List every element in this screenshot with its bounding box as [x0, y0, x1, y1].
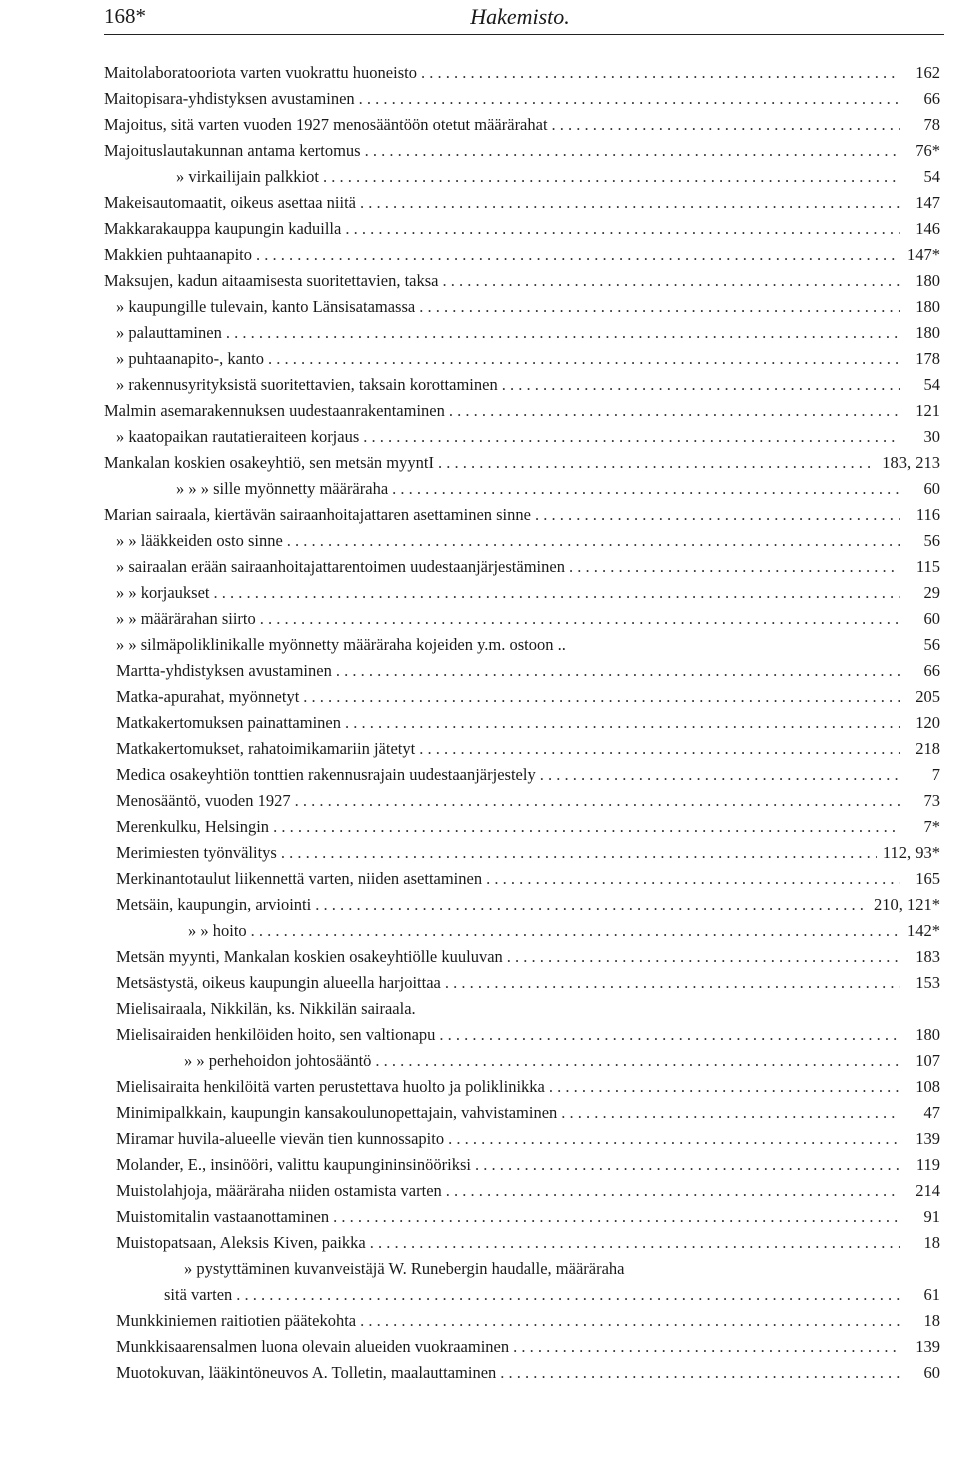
entry-text: » pystyttäminen kuvanveistäjä W. Runebergin haudalle, määräraha [184, 1259, 625, 1278]
entry-text: Metsän myynti, Mankalan koskien osakeyhtiölle kuuluvan [116, 947, 503, 966]
leader-dots [365, 138, 900, 164]
entry-page: 76* [915, 141, 940, 160]
index-subentry [104, 424, 940, 450]
leader-dots [540, 762, 900, 788]
entry-text: Merenkulku, Helsingin [116, 817, 270, 836]
entry-text: Matka-apurahat, myönnetyt [116, 687, 300, 706]
leader-dots [552, 112, 900, 138]
entry-page: 107 [915, 1051, 940, 1070]
entry-page: 60 [923, 609, 940, 628]
entry-page: 61 [923, 1285, 940, 1304]
entry-page: 119 [915, 1155, 940, 1174]
entry-page: 205 [915, 687, 940, 706]
leader-dots [438, 450, 876, 476]
entry-text: Muistolahjoja, määräraha niiden ostamista varten [116, 1181, 442, 1200]
leader-dots [439, 1022, 900, 1048]
leader-dots [315, 892, 868, 918]
entry-page: 30 [923, 427, 940, 446]
entry-page: 210, 121* [874, 895, 940, 914]
leader-dots [535, 502, 900, 528]
entry-page: 180 [915, 271, 940, 290]
entry-text: » sairaalan erään sairaanhoitajattarentoimen uudestaanjärjestäminen [116, 557, 565, 576]
entry-page: 214 [915, 1181, 940, 1200]
index-entry [104, 398, 940, 424]
entry-text: Merkinantotaulut liikennettä varten, niiden asettaminen [116, 869, 483, 888]
page-header [104, 0, 936, 34]
leader-dots [268, 346, 900, 372]
entry-page: 73 [923, 791, 940, 810]
index-entry [104, 996, 940, 1022]
entry-page: 54 [923, 375, 940, 394]
entry-page: 18 [923, 1233, 940, 1252]
entry-page: 183, 213 [882, 453, 940, 472]
entry-text: » » » sille myönnetty määräraha [176, 479, 389, 498]
entry-page: 162 [915, 63, 940, 82]
entry-text: » » lääkkeiden osto sinne [116, 531, 283, 550]
index-subentry [104, 528, 940, 554]
header-rule [104, 34, 944, 35]
entry-text: Maitolaboratooriota varten vuokrattu huoneisto [104, 63, 417, 82]
leader-dots [236, 1282, 900, 1308]
index-entry [104, 216, 940, 242]
index-entry [104, 658, 940, 684]
entry-text: Makkien puhtaanapito [104, 245, 253, 264]
entry-text: Maksujen, kadun aitaamisesta suoritettavien, taksa [104, 271, 439, 290]
entry-text: Metsästystä, oikeus kaupungin alueella harjoittaa [116, 973, 441, 992]
entry-text: Merimiesten työnvälitys [116, 843, 277, 862]
leader-dots [260, 606, 900, 632]
index-subentry [104, 1048, 940, 1074]
index-entry [104, 1178, 940, 1204]
entry-text: » » perhehoidon johtosääntö [184, 1051, 372, 1070]
index-entry [104, 60, 940, 86]
leader-dots [359, 86, 900, 112]
leader-dots [273, 814, 900, 840]
leader-dots [345, 216, 900, 242]
leader-dots [569, 554, 900, 580]
index-entry [104, 1204, 940, 1230]
index-subentry [104, 372, 940, 398]
entry-page: 180 [915, 323, 940, 342]
leader-dots [445, 970, 900, 996]
index-subentry [104, 918, 940, 944]
entry-text: » rakennusyrityksistä suoritettavien, taksain korottaminen [116, 375, 498, 394]
entry-page: 142* [907, 921, 940, 940]
entry-page: 29 [923, 583, 940, 602]
entry-text: Munkkisaarensalmen luona olevain alueiden vuokraaminen [116, 1337, 510, 1356]
leader-dots [419, 736, 900, 762]
index-entry [104, 736, 940, 762]
entry-text: Molander, E., insinööri, valittu kaupungininsinööriksi [116, 1155, 471, 1174]
entry-page: 18 [923, 1311, 940, 1330]
entry-page: 139 [915, 1337, 940, 1356]
index-entry [104, 1152, 940, 1178]
entry-text: Majoituslautakunnan antama kertomus [104, 141, 361, 160]
index-entry [104, 840, 940, 866]
entry-text: Miramar huvila-alueelle vievän tien kunnossapito [116, 1129, 445, 1148]
entry-text: Mielisairaiden henkilöiden hoito, sen valtionapu [116, 1025, 436, 1044]
entry-page: 56 [923, 635, 940, 654]
entry-text: sitä varten [164, 1285, 233, 1304]
entry-page: 165 [915, 869, 940, 888]
index-subentry [104, 320, 940, 346]
leader-dots [281, 840, 877, 866]
index-entry [104, 1334, 940, 1360]
leader-dots [287, 528, 900, 554]
index-entry [104, 1074, 940, 1100]
entry-page: 56 [923, 531, 940, 550]
entry-text: Muotokuvan, lääkintöneuvos A. Tolletin, maalauttaminen [116, 1363, 497, 1382]
index-entry [104, 892, 940, 918]
entry-page: 112, 93* [882, 843, 940, 862]
entry-text: Makkarakauppa kaupungin kaduilla [104, 219, 342, 238]
index-entry [104, 710, 940, 736]
entry-page: 108 [915, 1077, 940, 1096]
leader-dots [303, 684, 900, 710]
leader-dots [500, 1360, 900, 1386]
leader-dots [360, 1308, 900, 1334]
entry-page: 180 [915, 297, 940, 316]
leader-dots [443, 268, 901, 294]
index-entry [104, 138, 940, 164]
entry-page: 7* [923, 817, 940, 836]
index-entry [104, 1360, 940, 1386]
index-entry [104, 970, 940, 996]
entry-text: Malmin asemarakennuksen uudestaanrakentaminen [104, 401, 445, 420]
entry-page: 120 [915, 713, 940, 732]
index-entry [104, 86, 940, 112]
index-entry [104, 1126, 940, 1152]
leader-dots [256, 242, 900, 268]
entry-text: Makeisautomaatit, oikeus asettaa niitä [104, 193, 357, 212]
index-subentry [104, 164, 940, 190]
entry-text: Mielisairaala, Nikkilän, ks. Nikkilän sairaala. [116, 999, 416, 1018]
leader-dots [370, 1230, 900, 1256]
index-subentry [104, 580, 940, 606]
index-entry [104, 866, 940, 892]
index-subentry-continuation [104, 1282, 940, 1308]
entry-page: 78 [923, 115, 940, 134]
leader-dots [251, 918, 900, 944]
leader-dots [446, 1178, 900, 1204]
entry-text: Marian sairaala, kiertävän sairaanhoitajattaren asettaminen sinne [104, 505, 531, 524]
entry-text: Mankalan koskien osakeyhtiö, sen metsän myyntI [104, 453, 434, 472]
index-entry [104, 242, 940, 268]
leader-dots [333, 1204, 900, 1230]
index-entry [104, 112, 940, 138]
leader-dots [360, 190, 900, 216]
entry-page: 139 [915, 1129, 940, 1148]
entry-text: Minimipalkkain, kaupungin kansakoulunopettajain, vahvistaminen [116, 1103, 558, 1122]
entry-text: » » hoito [188, 921, 247, 940]
entry-text: Mielisairaita henkilöitä varten perustettava huolto ja poliklinikka [116, 1077, 545, 1096]
entry-text: Medica osakeyhtiön tonttien rakennusrajain uudestaanjärjestely [116, 765, 536, 784]
entry-text: Majoitus, sitä varten vuoden 1927 menosääntöön otetut määrärahat [104, 115, 548, 134]
entry-page: 121 [915, 401, 940, 420]
entry-page: 147 [915, 193, 940, 212]
entry-page: 7 [931, 765, 940, 784]
leader-dots [475, 1152, 900, 1178]
entry-text: Maitopisara-yhdistyksen avustaminen [104, 89, 355, 108]
index-entry [104, 190, 940, 216]
entry-text: Metsäin, kaupungin, arviointi [116, 895, 312, 914]
index-entry [104, 762, 940, 788]
leader-dots [486, 866, 900, 892]
entry-page: 54 [923, 167, 940, 186]
index-entries [104, 60, 940, 1386]
leader-dots [295, 788, 900, 814]
leader-dots [502, 372, 900, 398]
leader-dots [363, 424, 900, 450]
entry-text: » puhtaanapito-, kanto [116, 349, 265, 368]
index-entry [104, 450, 940, 476]
entry-text: » virkailijain palkkiot [176, 167, 319, 186]
entry-text: Matkakertomuksen painattaminen [116, 713, 341, 732]
entry-page: 115 [915, 557, 940, 576]
index-subentry [104, 606, 940, 632]
entry-page: 60 [923, 479, 940, 498]
index-subentry [104, 346, 940, 372]
leader-dots [513, 1334, 900, 1360]
entry-text: » » korjaukset [116, 583, 210, 602]
index-subentry [104, 476, 940, 502]
leader-dots [392, 476, 900, 502]
index-entry [104, 1022, 940, 1048]
entry-text: Menosääntö, vuoden 1927 [116, 791, 291, 810]
index-subentry [104, 554, 940, 580]
page-number: 168* [104, 4, 146, 28]
leader-dots [375, 1048, 900, 1074]
leader-dots [421, 60, 900, 86]
entry-page: 153 [915, 973, 940, 992]
entry-page: 91 [923, 1207, 940, 1226]
index-entry [104, 814, 940, 840]
entry-text: Muistopatsaan, Aleksis Kiven, paikka [116, 1233, 366, 1252]
entry-text: » kaatopaikan rautatieraiteen korjaus [116, 427, 360, 446]
leader-dots [213, 580, 900, 606]
leader-dots [345, 710, 900, 736]
entry-page: 47 [923, 1103, 940, 1122]
entry-page: 66 [923, 89, 940, 108]
index-entry [104, 788, 940, 814]
entry-page: 147* [907, 245, 940, 264]
entry-text: Muistomitalin vastaanottaminen [116, 1207, 330, 1226]
leader-dots [323, 164, 900, 190]
index-entry [104, 684, 940, 710]
entry-text: » kaupungille tulevain, kanto Länsisatamassa [116, 297, 416, 316]
leader-dots [226, 320, 900, 346]
leader-dots [449, 398, 900, 424]
leader-dots [448, 1126, 900, 1152]
entry-text: » » silmäpoliklinikalle myönnetty määräraha kojeiden y.m. ostoon .. [116, 635, 566, 654]
entry-text: Martta-yhdistyksen avustaminen [116, 661, 332, 680]
entry-page: 183 [915, 947, 940, 966]
entry-text: » palauttaminen [116, 323, 222, 342]
entry-page: 178 [915, 349, 940, 368]
leader-dots [561, 1100, 900, 1126]
entry-page: 60 [923, 1363, 940, 1382]
leader-dots [419, 294, 900, 320]
entry-text: Munkkiniemen raitiotien päätekohta [116, 1311, 357, 1330]
entry-page: 66 [923, 661, 940, 680]
entry-page: 218 [915, 739, 940, 758]
entry-page: 116 [915, 505, 940, 524]
entry-page: 180 [915, 1025, 940, 1044]
index-entry [104, 1100, 940, 1126]
index-entry [104, 944, 940, 970]
index-subentry [104, 1256, 940, 1282]
index-entry [104, 1230, 940, 1256]
leader-dots [549, 1074, 900, 1100]
entry-page: 146 [915, 219, 940, 238]
entry-text: » » määrärahan siirto [116, 609, 256, 628]
leader-dots [336, 658, 900, 684]
index-entry [104, 502, 940, 528]
entry-text: Matkakertomukset, rahatoimikamariin jätetyt [116, 739, 416, 758]
leader-dots [507, 944, 900, 970]
index-subentry [104, 632, 940, 658]
index-entry [104, 1308, 940, 1334]
page-title: Hakemisto. [470, 4, 570, 29]
index-subentry [104, 294, 940, 320]
index-entry [104, 268, 940, 294]
